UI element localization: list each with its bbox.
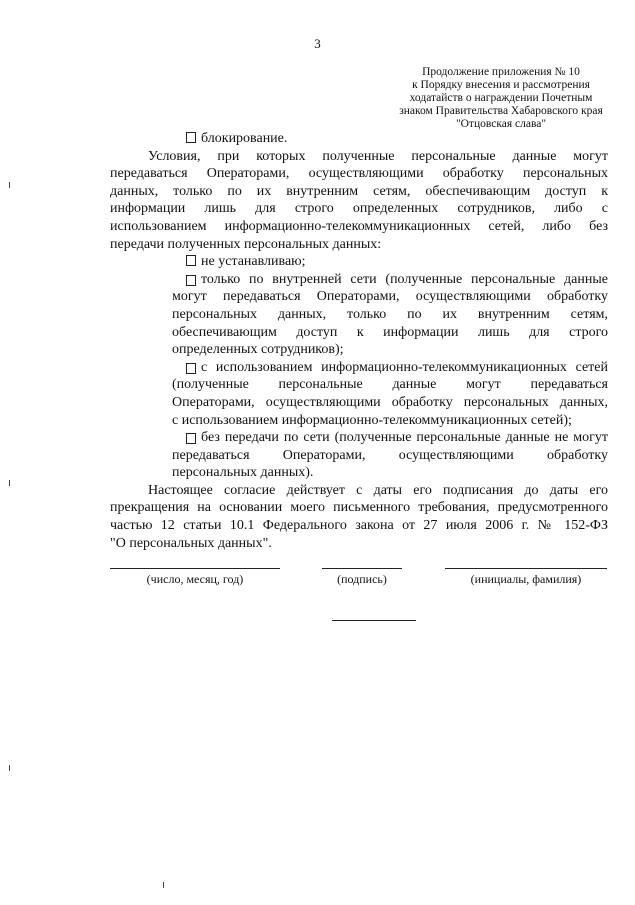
option-not-set xyxy=(110,253,608,271)
name-line xyxy=(445,568,607,569)
option-line: передаваться Операторами, осуществляющими обработку xyxy=(172,447,608,463)
option-blocking-text: блокирование. xyxy=(201,131,288,146)
option-line: (полученные персональные данные могут передаваться xyxy=(172,377,608,393)
option-line: персональных данных, только по их внутренним сетям, xyxy=(172,306,608,322)
margin-mark xyxy=(9,765,10,771)
option-text: не устанавливаю; xyxy=(201,254,306,270)
date-signature-field[interactable] xyxy=(110,568,280,587)
date-line xyxy=(110,568,280,569)
option-line xyxy=(110,271,608,289)
option-text: только по внутренней сети (полученные персональные данные xyxy=(201,271,608,287)
option-telecom-networks xyxy=(110,359,608,429)
paragraph-line: частью 12 статьи 10.1 Федерального закона от 27 июля 2006 г. № 152-ФЗ xyxy=(110,518,608,534)
option-line xyxy=(110,429,608,447)
paragraph-line: передачи полученных персональных данных: xyxy=(110,236,382,252)
margin-mark xyxy=(9,480,10,486)
header-line: к Порядку внесения и рассмотрения xyxy=(412,79,590,91)
header-line: "Отцовская слава" xyxy=(455,118,547,130)
checkbox[interactable] xyxy=(186,433,196,444)
margin-mark xyxy=(9,182,10,188)
option-line: могут передаваться Операторами, осуществляющими обработку xyxy=(172,289,608,305)
option-internal-network xyxy=(110,271,608,359)
header-line: ходатайств о награждении Почетным xyxy=(409,92,593,104)
separator-line xyxy=(332,620,416,621)
option-line: с использованием информационно-телекоммуникационных сетей); xyxy=(172,412,572,428)
checkbox[interactable] xyxy=(186,132,196,143)
margin-mark xyxy=(163,882,164,888)
signature-line xyxy=(322,568,402,569)
paragraph-line: "О персональных данных". xyxy=(110,535,272,551)
option-line xyxy=(110,253,608,271)
option-line xyxy=(110,359,608,377)
option-no-transfer xyxy=(110,429,608,482)
conditions-paragraph xyxy=(110,148,608,254)
header-line: Продолжение приложения № 10 xyxy=(422,66,580,78)
paragraph-line: данных, только по их внутренним сетям, обеспечивающим доступ к xyxy=(110,183,608,199)
name-signature-field[interactable] xyxy=(445,568,607,587)
appendix-header xyxy=(388,66,614,131)
signature-field[interactable] xyxy=(322,568,402,587)
header-line: знаком Правительства Хабаровского края xyxy=(399,105,603,117)
paragraph-line: использованием информационно-телекоммуникационных сетей, либо без xyxy=(110,218,608,234)
option-blocking xyxy=(110,130,608,148)
date-label: (число, месяц, год) xyxy=(146,572,244,586)
paragraph-line: передаваться Операторами, осуществляющими обработку персональных xyxy=(110,166,608,182)
option-line: персональных данных). xyxy=(172,465,314,481)
option-line: Операторами, осуществляющими обработку персональных данных, xyxy=(172,394,608,410)
option-line: определенных сотрудников); xyxy=(172,342,344,358)
paragraph-line: Настоящее согласие действует с даты его подписания до даты его xyxy=(148,482,608,498)
document-body xyxy=(110,130,608,552)
paragraph-line: прекращения на основании моего письменного требования, предусмотренного xyxy=(110,500,608,516)
signature-label: (подпись) xyxy=(337,572,387,586)
signature-row xyxy=(0,568,635,608)
option-line: обеспечивающим доступ к информации лишь для строго xyxy=(172,324,608,340)
page-number: 3 xyxy=(314,36,321,51)
checkbox[interactable] xyxy=(186,275,196,286)
paragraph-line: информации лишь для строго определенных сотрудников, либо с xyxy=(110,201,608,217)
option-text: с использованием информационно-телекоммуникационных сетей xyxy=(201,359,608,375)
consent-paragraph xyxy=(110,482,608,552)
option-text: без передачи по сети (полученные персональные данные не могут xyxy=(201,430,608,446)
paragraph-line: Условия, при которых полученные персональные данные могут xyxy=(148,148,608,164)
checkbox[interactable] xyxy=(186,363,196,374)
name-label: (инициалы, фамилия) xyxy=(470,572,582,586)
checkbox[interactable] xyxy=(186,255,196,266)
